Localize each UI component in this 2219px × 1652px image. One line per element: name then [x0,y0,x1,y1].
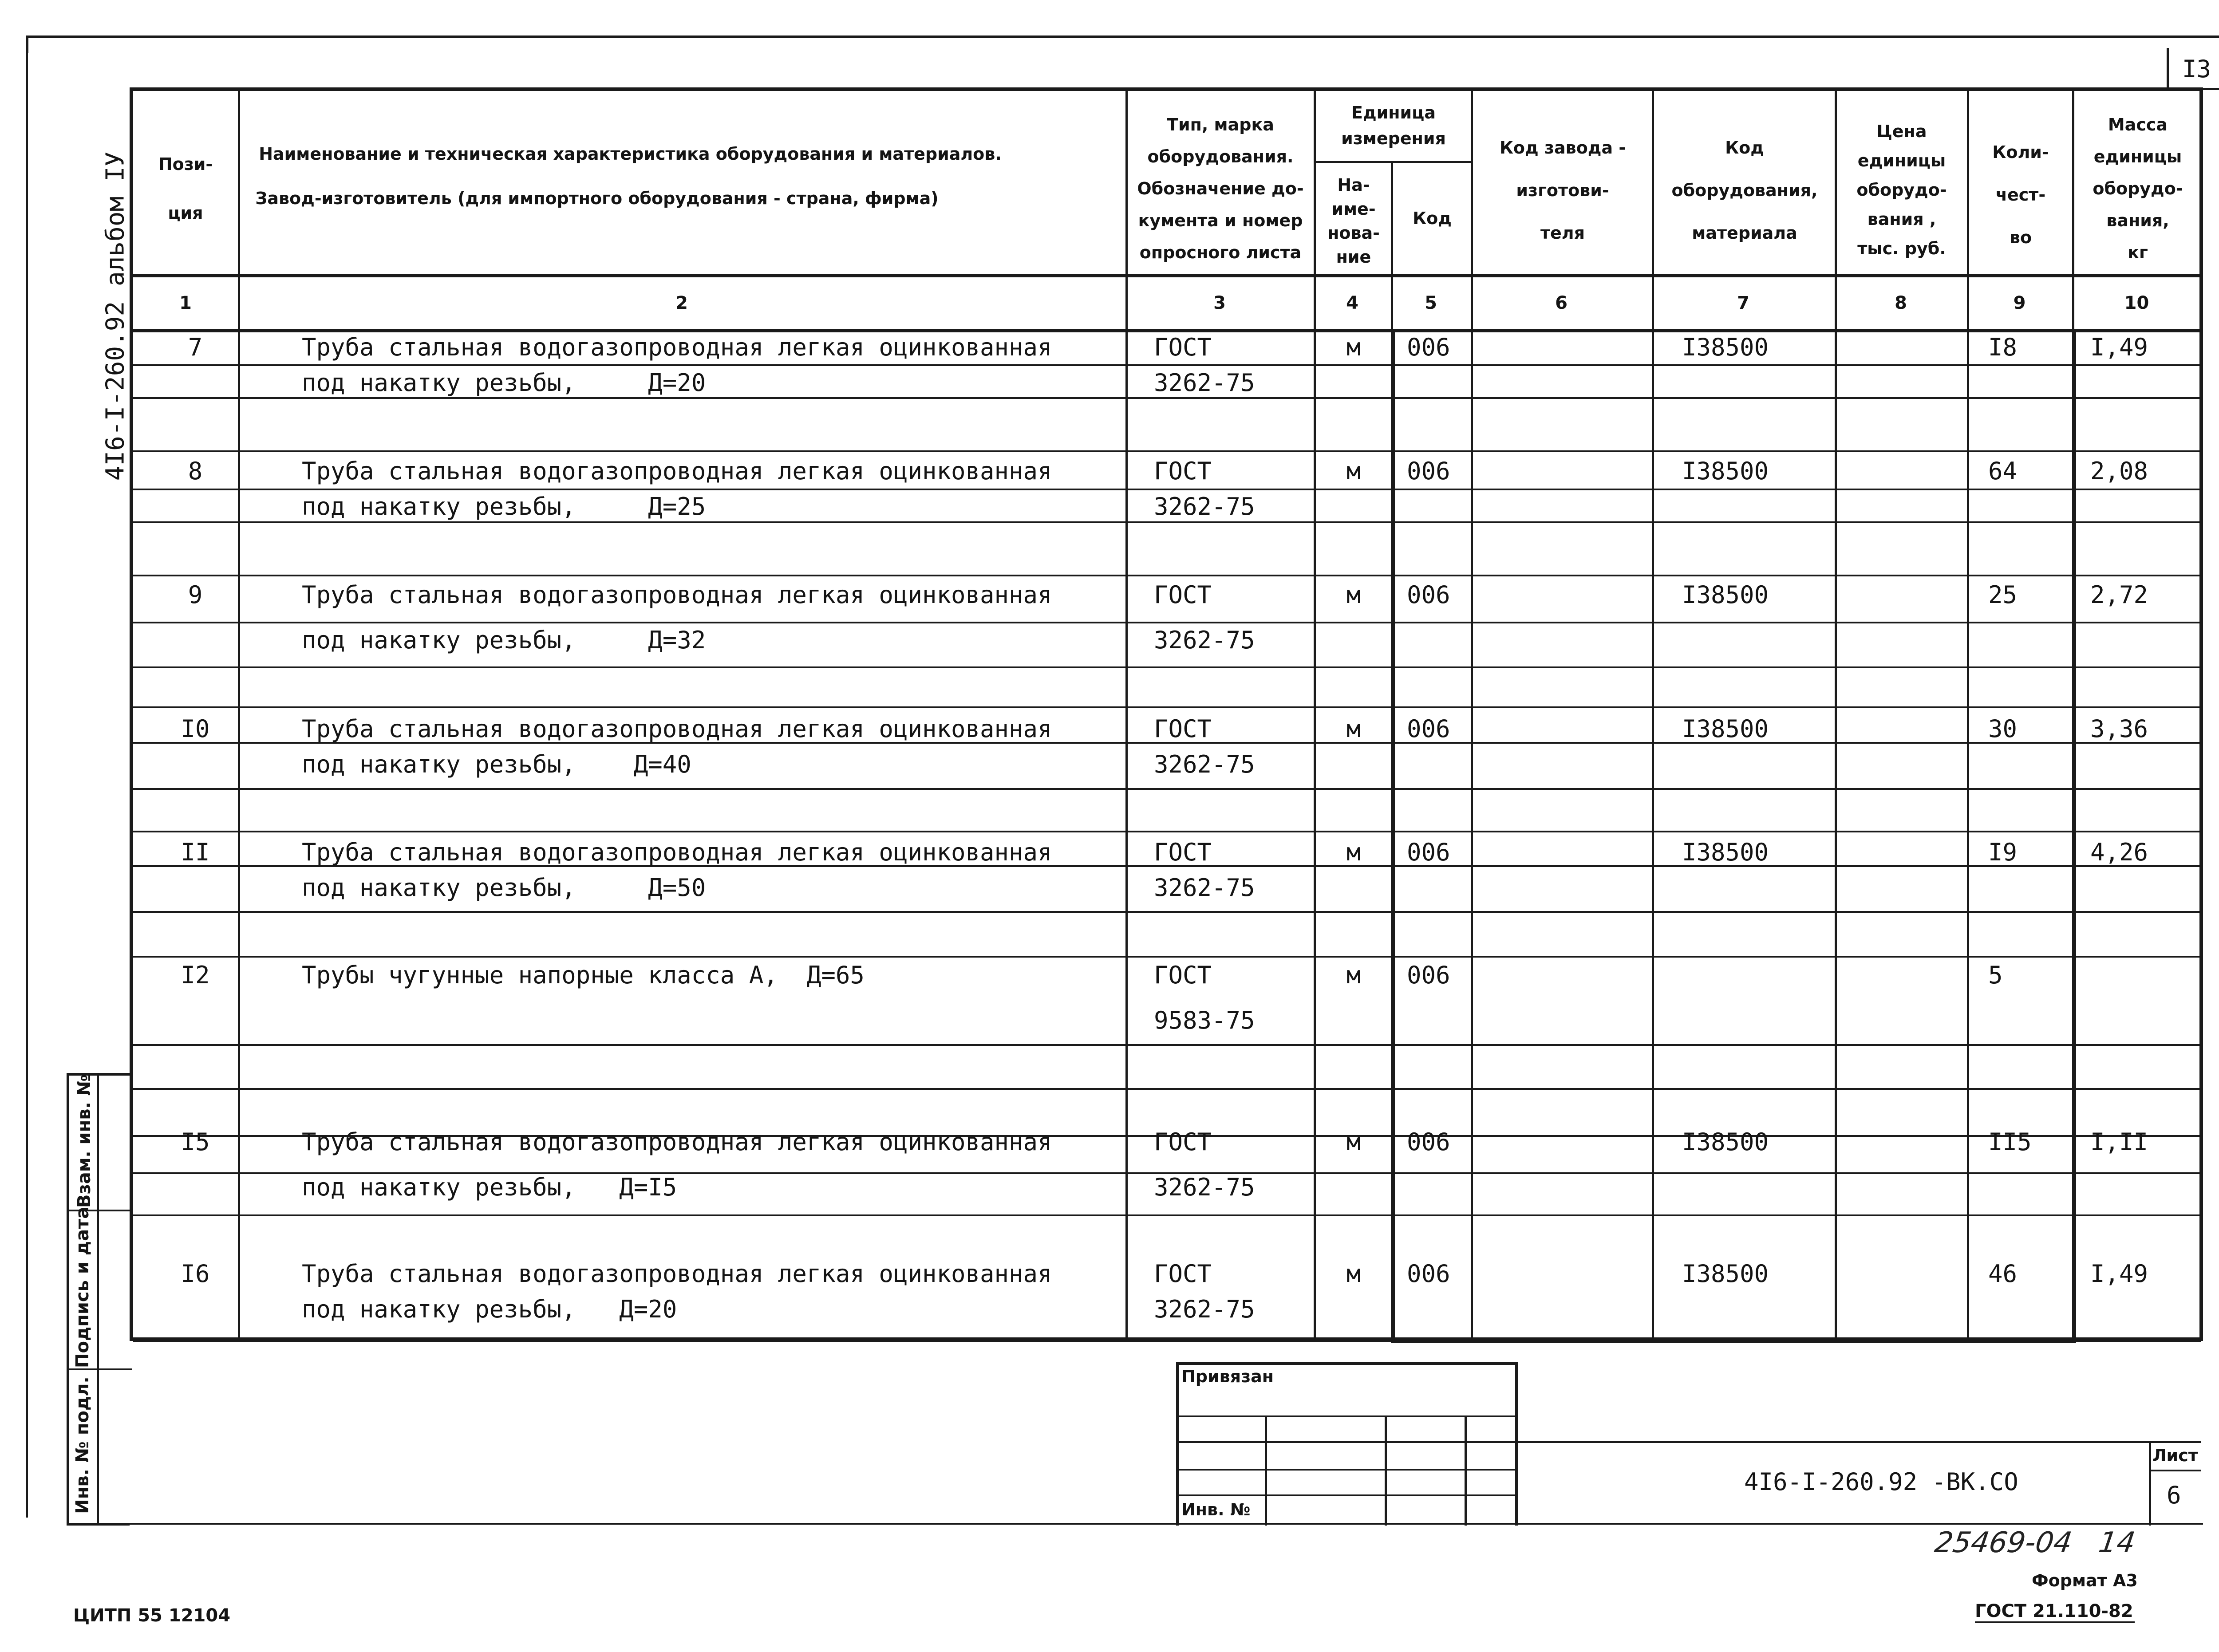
cell-unit: м [1346,715,1361,743]
bottom-border-left [67,1523,133,1525]
header-name-line2: Завод-изготовитель (для импортного оборудования - страна, фирма) [255,189,939,208]
col-num-3: 3 [1213,293,1226,313]
cell-type1: ГОСТ [1154,1128,1212,1156]
cell-code: 006 [1407,715,1450,743]
cell-qty: 5 [1988,961,2003,989]
cell-name2: под накатку резьбы, Д=25 [302,493,706,520]
cell-type1: ГОСТ [1154,715,1212,743]
sheet-number: I3 [2182,55,2211,83]
cell-code: 006 [1407,333,1450,361]
cell-type1: ГОСТ [1154,838,1212,866]
cell-name1: Труба стальная водогазопроводная легкая оцинкованная [302,715,1052,743]
cell-code: 006 [1407,1128,1450,1156]
cell-mass: I,49 [2090,1260,2148,1288]
cell-equip: I38500 [1682,715,1769,743]
sheet-frame-left [26,35,28,1518]
gost-underline [1975,1621,2135,1623]
cell-pos: II [181,838,210,866]
header-type: Тип, марка оборудования. Обозначение до- кумента и номер опросного листа [1137,115,1304,262]
list-number: 6 [2167,1481,2181,1509]
cell-pos: I6 [181,1260,210,1288]
side-stamp-inv-podl: Инв. № подл. [72,1376,93,1514]
col-num-7: 7 [1737,293,1749,313]
cell-name1: Труба стальная водогазопроводная легкая оцинкованная [302,1128,1052,1156]
specification-table [130,87,2203,1341]
col-num-10: 10 [2124,293,2149,313]
cell-pos: I0 [181,715,210,743]
cell-code: 006 [1407,961,1450,989]
cell-mass: I,49 [2090,333,2148,361]
cell-pos: 8 [188,457,203,485]
header-unit-name: На- име- нова- ние [1327,175,1380,267]
inv-no-label: Инв. № [1181,1500,1251,1519]
cell-equip: I38500 [1682,457,1769,485]
cell-qty: II5 [1988,1128,2032,1156]
cell-type1: ГОСТ [1154,581,1212,609]
cell-qty: 25 [1988,581,2018,609]
side-stamp [67,1073,130,1526]
header-equip-code: Код оборудования, материала [1671,138,1818,243]
cell-type1: ГОСТ [1154,1260,1212,1288]
cell-equip: I38500 [1682,581,1769,609]
cell-name1: Труба стальная водогазопроводная легкая оцинкованная [302,1260,1052,1288]
cell-name1: Трубы чугунные напорные класса А, Д=65 [302,961,865,989]
cell-mass: 3,36 [2090,715,2148,743]
cell-code: 006 [1407,457,1450,485]
cell-code: 006 [1407,1260,1450,1288]
title-block [1176,1362,2201,1526]
cell-mass: 2,08 [2090,457,2148,485]
header-unit-group: Единица измерения [1341,103,1446,148]
header-factory-code: Код завода - изготови- теля [1499,138,1626,243]
header-unit-code: Код [1413,209,1452,228]
cell-qty: 64 [1988,457,2018,485]
col-num-8: 8 [1895,293,1907,313]
cell-name2: под накатку резьбы, Д=50 [302,874,706,902]
cell-mass: 4,26 [2090,838,2148,866]
sheet-number-box [2167,48,2219,90]
cell-qty: I8 [1988,333,2018,361]
col-num-9: 9 [2013,293,2026,313]
cell-mass: 2,72 [2090,581,2148,609]
cell-equip: I38500 [1682,1128,1769,1156]
cell-unit: м [1346,581,1361,609]
cell-pos: I2 [181,961,210,989]
col-num-5: 5 [1425,293,1437,313]
bottom-border [130,1523,2203,1525]
cell-name2: под накатку резьбы, Д=I5 [302,1173,677,1201]
cell-code: 006 [1407,581,1450,609]
side-stamp-vzam: Взам. инв. № [74,1074,95,1208]
handwritten-number: 25469-04 14 [1932,1526,2137,1559]
cell-name2: под накатку резьбы, Д=20 [302,1295,677,1323]
sheet-frame [26,35,2219,53]
cell-unit: м [1346,333,1361,361]
cell-name2: под накатку резьбы, Д=32 [302,626,706,654]
format-label: Формат А3 [2032,1571,2138,1590]
list-label: Лист [2152,1446,2198,1465]
album-code: 4I6-I-260.92 альбом IУ [101,151,130,481]
cell-pos: I5 [181,1128,210,1156]
cell-pos: 7 [188,333,203,361]
cell-name1: Труба стальная водогазопроводная легкая оцинкованная [302,333,1052,361]
header-qty: Коли- чест- во [1992,142,2049,247]
cell-type2: 3262-75 [1154,874,1255,902]
cell-type1: ГОСТ [1154,457,1212,485]
cell-unit: м [1346,961,1361,989]
cell-pos: 9 [188,581,203,609]
cell-unit: м [1346,838,1361,866]
gost-reference: ГОСТ 21.110-82 [1975,1601,2133,1621]
cell-code: 006 [1407,838,1450,866]
col-num-2: 2 [675,293,688,313]
publisher-mark: ЦИТП 55 12104 [73,1605,231,1626]
cell-type2: 3262-75 [1154,626,1255,654]
col-num-4: 4 [1346,293,1358,313]
cell-type1: ГОСТ [1154,961,1212,989]
header-mass: Масса единицы оборудо- вания, кг [2093,115,2183,262]
cell-qty: 30 [1988,715,2018,743]
cell-name1: Труба стальная водогазопроводная легкая оцинкованная [302,581,1052,609]
cell-type1: ГОСТ [1154,333,1212,361]
cell-equip: I38500 [1682,1260,1769,1288]
header-name-line1: Наименование и техническая характеристика оборудования и материалов. [259,144,1002,164]
header-price: Цена единицы оборудо- вания , тыс. руб. [1856,122,1947,258]
cell-unit: м [1346,1128,1361,1156]
col-num-6: 6 [1555,293,1568,313]
cell-qty: 46 [1988,1260,2018,1288]
cell-type2: 9583-75 [1154,1006,1255,1034]
cell-type2: 3262-75 [1154,750,1255,778]
side-stamp-podpis: Подпись и дата [72,1206,93,1368]
header-pos: Пози- ция [158,154,213,223]
privyazan-label: Привязан [1181,1367,1274,1386]
cell-type2: 3262-75 [1154,1295,1255,1323]
cell-mass: I,II [2090,1128,2148,1156]
cell-qty: I9 [1988,838,2018,866]
cell-equip: I38500 [1682,838,1769,866]
cell-type2: 3262-75 [1154,369,1255,397]
cell-name1: Труба стальная водогазопроводная легкая оцинкованная [302,457,1052,485]
cell-equip: I38500 [1682,333,1769,361]
document-code: 4I6-I-260.92 -ВК.СО [1744,1468,2018,1496]
cell-name1: Труба стальная водогазопроводная легкая оцинкованная [302,838,1052,866]
cell-unit: м [1346,1260,1361,1288]
cell-name2: под накатку резьбы, Д=40 [302,750,691,778]
cell-type2: 3262-75 [1154,493,1255,520]
cell-unit: м [1346,457,1361,485]
col-num-1: 1 [179,293,192,313]
cell-name2: под накатку резьбы, Д=20 [302,369,706,397]
cell-type2: 3262-75 [1154,1173,1255,1201]
